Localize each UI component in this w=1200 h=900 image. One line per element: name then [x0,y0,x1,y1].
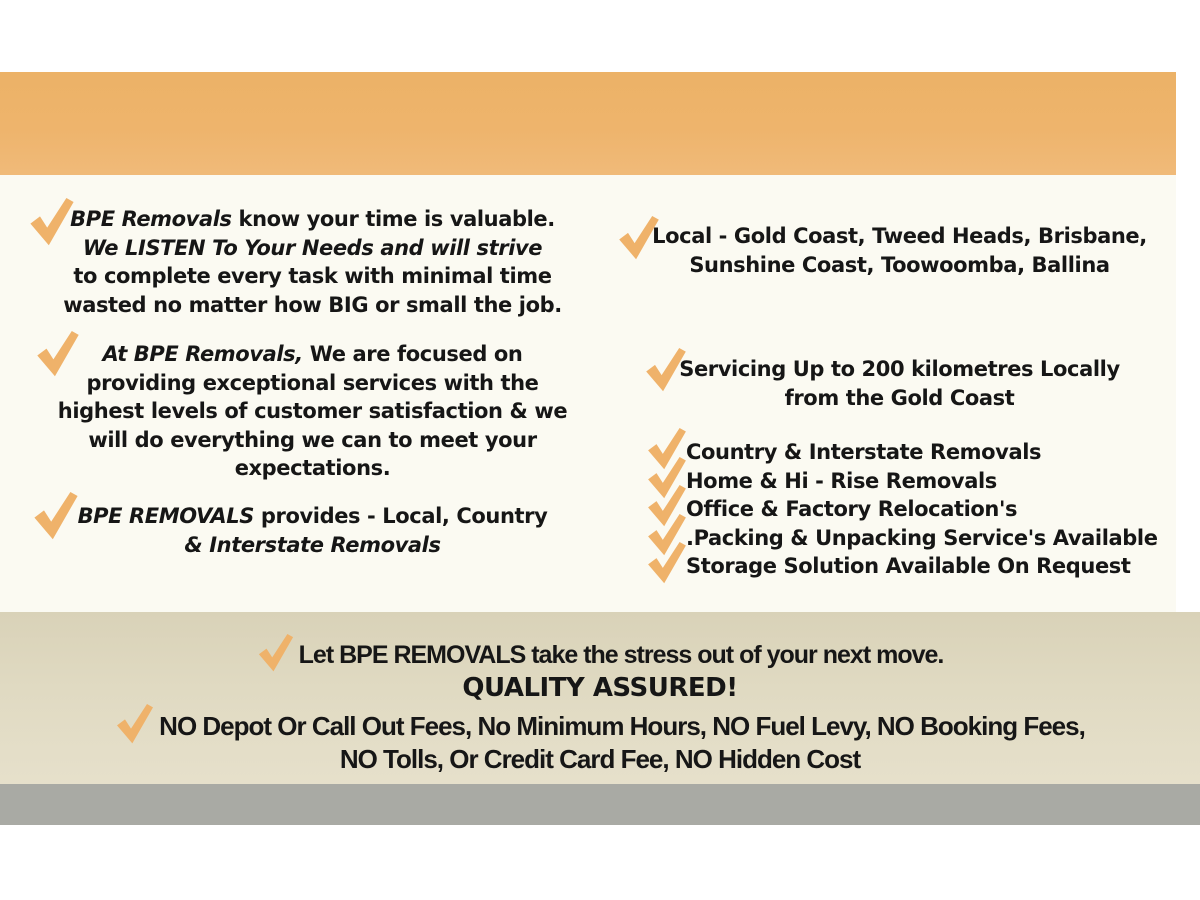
text-line: providing exceptional services with the [86,370,539,395]
checkmark-icon [646,542,688,584]
paragraph-focused-services [30,340,595,483]
text-segment: At BPE Removals, [102,342,310,366]
text-line: expectations. [234,456,391,480]
services-list [648,438,1188,581]
text-line: Sunshine Coast, Toowoomba, Ballina [689,252,1110,277]
text-line: will do everything we can to meet your [88,427,537,452]
item-local-areas [612,222,1187,279]
stress-text: Let BPE REMOVALS take the stress out of your next move. [298,641,944,669]
paragraph-time-valuable [30,205,595,319]
text-line: wasted no matter how BIG or small the job. [63,292,562,317]
text-line [30,340,595,369]
text-segment: provides - Local, Country [260,504,548,528]
service-label: Storage Solution Available On Request [686,554,1131,578]
text-line: We LISTEN To Your Needs and will strive [82,235,543,260]
item-servicing-distance [612,355,1187,412]
quality-assured-line: QUALITY ASSURED! [462,673,738,703]
fees-text-2: NO Tolls, Or Credit Card Fee, NO Hidden Cost [339,744,861,774]
text-segment: BPE REMOVALS [77,504,261,528]
fees-text-1: NO Depot Or Call Out Fees, No Minimum Hours, NO Fuel Levy, NO Booking Fees, [159,711,1085,741]
footer-content [0,612,1200,776]
text-line: from the Gold Coast [784,385,1015,410]
text-line: to complete every task with minimal time [73,264,552,288]
list-item [648,467,1188,496]
header-band [0,72,1176,175]
checkmark-icon [115,704,155,744]
service-label: Country & Interstate Removals [686,440,1042,464]
list-item [648,495,1188,524]
service-label: .Packing & Unpacking Service's Available [686,525,1158,550]
text-line [30,502,595,531]
list-item [648,438,1188,467]
text-segment: BPE Removals [70,207,239,231]
checkmark-icon [257,634,295,672]
text-line: Local - Gold Coast, Tweed Heads, Brisbane, [652,224,1147,248]
service-label: Home & Hi - Rise Removals [686,468,997,493]
fees-line-2 [0,744,1200,776]
service-label: Office & Factory Relocation's [686,497,1018,521]
text-line: Servicing Up to 200 kilometres Locally [679,357,1120,381]
stress-line [0,612,1200,672]
text-line: highest levels of customer satisfaction & we [57,399,568,423]
bottom-gray-bar [0,784,1200,825]
list-item [648,524,1188,553]
fees-line-1 [0,704,1200,744]
text-line [30,205,595,234]
text-line: & Interstate Removals [184,532,441,557]
text-segment: We are focused on [309,342,523,366]
list-item [648,552,1188,581]
text-segment: know your time is valuable. [238,207,555,231]
paragraph-provides-removals [30,502,595,559]
